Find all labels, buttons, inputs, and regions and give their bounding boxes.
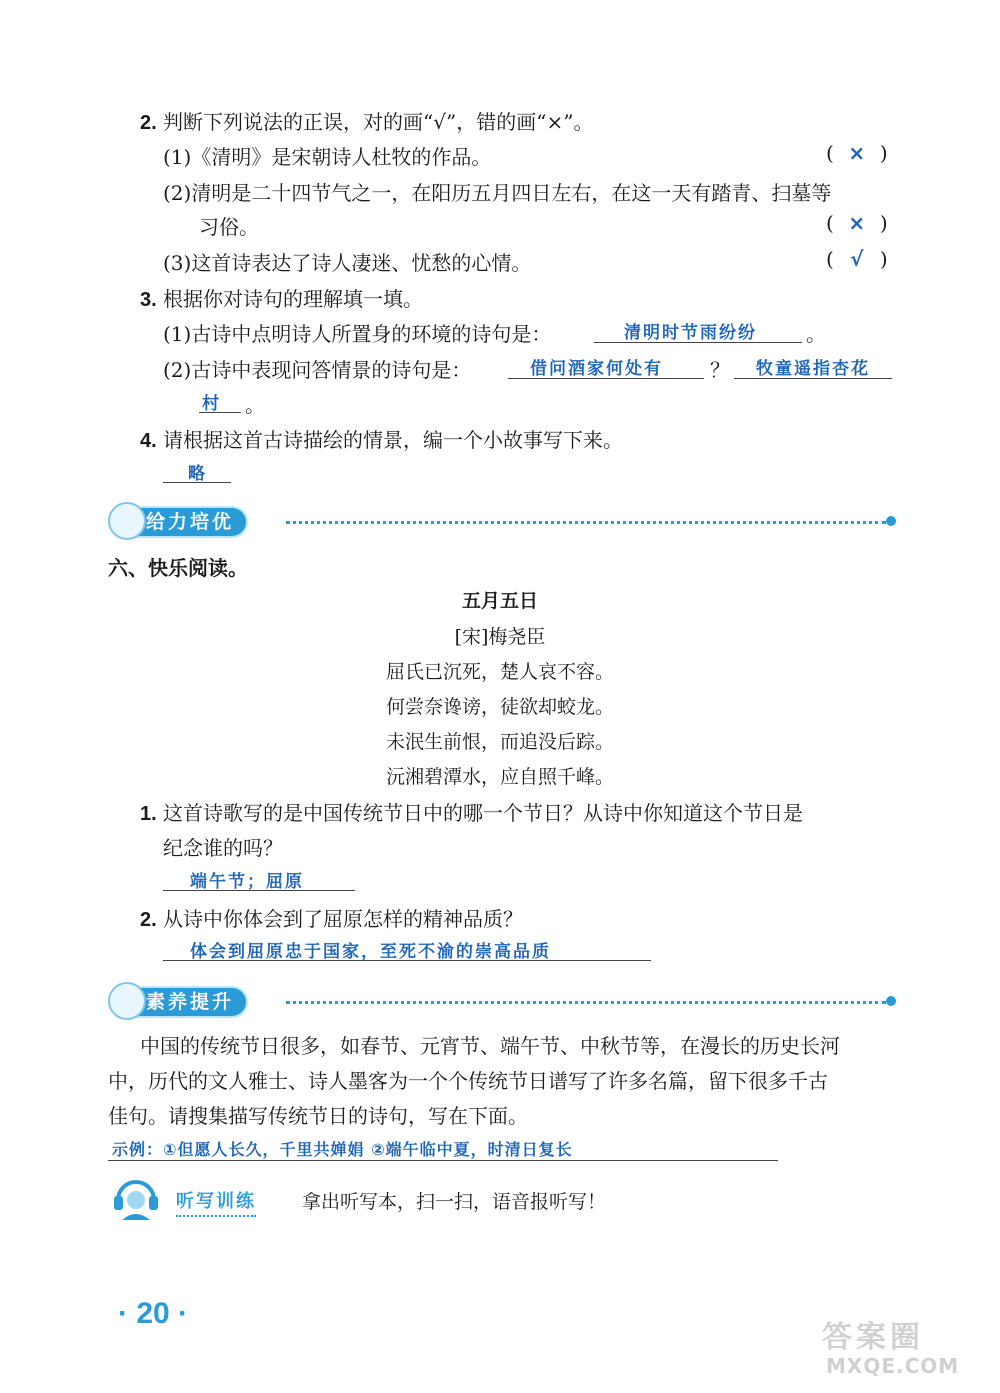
q3-item-2-suffix: 。 (245, 393, 265, 417)
answer-bracket: ( × ) (826, 211, 888, 235)
question-text: 判断下列说法的正误，对的画“√”，错的画“×”。 (163, 110, 594, 134)
bubble-icon (108, 502, 146, 540)
listen-instruction: 拿出听写本，扫一扫，语音报听写！ (302, 1191, 607, 1213)
page-number: · 20 · (118, 1297, 189, 1330)
poem-line: 沅湘碧潭水，应自照千峰。 (385, 766, 614, 788)
question-number: 4. (140, 430, 157, 452)
question-number: 1. (140, 803, 157, 825)
reading-answer-2: 体会到屈原忠于国家，至死不渝的崇高品质 (190, 942, 551, 962)
q3-answer-2b-cont: 村 (202, 394, 221, 414)
watermark-url: MXQE.COM (826, 1354, 960, 1378)
page-number-value: 20 (136, 1297, 170, 1330)
q2-item-2: (2)清明是二十四节气之一，在阳历五月四日左右，在这一天有踏青、扫墓等 (163, 181, 832, 205)
q2-item-3: (3)这首诗表达了诗人凄迷、忧愁的心情。 (163, 251, 532, 275)
judgement-mark: √ (850, 247, 864, 271)
bubble-icon (108, 982, 146, 1020)
q3-answer-2a: 借问酒家何处有 (530, 359, 663, 379)
listen-label: 听写训练 (176, 1187, 256, 1217)
dotted-divider (286, 521, 886, 524)
literacy-answer: 示例：①但愿人长久，千里共婵娟 ②端午临中夏，时清日复长 (112, 1140, 573, 1159)
q2-item-1: (1)《清明》是宋朝诗人杜牧的作品。 (163, 145, 492, 169)
watermark-logo: 答案圈 (822, 1320, 924, 1355)
poem-author: [宋]梅尧臣 (454, 626, 546, 648)
question-text: 根据你对诗句的理解填一填。 (163, 287, 424, 311)
poem-line: 何尝奈谗谤，徒欲却蛟龙。 (385, 696, 614, 718)
question-text: 从诗中你体会到了屈原怎样的精神品质？ (163, 907, 524, 931)
section-banner-literacy (108, 980, 898, 1020)
q3-answer-2b: 牧童遥指杏花 (756, 359, 870, 379)
judgement-mark: × (848, 141, 866, 165)
section-banner-improve (108, 500, 898, 540)
answer-bracket: ( √ ) (826, 247, 888, 271)
section-label: 素养提升 (116, 988, 246, 1016)
q3-answer-1: 清明时节雨纷纷 (624, 323, 757, 343)
part-heading: 六、快乐阅读。 (108, 556, 248, 580)
divider-end-dot (886, 996, 896, 1006)
question-text: 请根据这首古诗描绘的情景，编一个小故事写下来。 (163, 428, 624, 452)
answer-bracket: ( × ) (826, 141, 888, 165)
headphones-icon (108, 1172, 164, 1222)
question-number: 2. (140, 112, 157, 134)
q3-item-2-prefix: (2)古诗中表现问答情景的诗句是： (163, 358, 472, 382)
reading-answer-1: 端午节；屈原 (190, 872, 304, 892)
section-label: 给力培优 (116, 508, 246, 536)
q2-item-2-cont: 习俗。 (199, 215, 259, 239)
q3-item-2-mid: ？ (710, 358, 730, 382)
reading-question-1 (140, 797, 803, 826)
judgement-mark: × (848, 211, 866, 235)
question-2 (140, 106, 593, 135)
q3-item-1-suffix: 。 (806, 322, 826, 346)
question-4 (140, 424, 623, 453)
poem-title: 五月五日 (461, 590, 538, 612)
q3-item-1-prefix: (1)古诗中点明诗人所置身的环境的诗句是： (163, 322, 552, 346)
poem-line: 屈氏已沉死，楚人哀不容。 (385, 661, 614, 683)
reading-question-1-cont: 纪念谁的吗？ (163, 836, 283, 860)
dotted-divider (286, 1001, 886, 1004)
question-number: 2. (140, 909, 157, 931)
poem-line: 未泯生前恨，而追没后踪。 (385, 731, 614, 753)
reading-question-2 (140, 903, 523, 932)
question-3 (140, 283, 423, 312)
question-number: 3. (140, 289, 157, 311)
q4-answer: 略 (188, 464, 207, 484)
literacy-paragraph-line: 佳句。请搜集描写传统节日的诗句，写在下面。 (108, 1104, 528, 1128)
literacy-paragraph-line: 中国的传统节日很多，如春节、元宵节、端午节、中秋节等，在漫长的历史长河 (140, 1034, 840, 1058)
divider-end-dot (886, 516, 896, 526)
literacy-paragraph-line: 中，历代的文人雅士、诗人墨客为一个个传统节日谱写了许多名篇，留下很多千古 (108, 1069, 828, 1093)
question-text: 这首诗歌写的是中国传统节日中的哪一个节日？从诗中你知道这个节日是 (163, 801, 804, 825)
